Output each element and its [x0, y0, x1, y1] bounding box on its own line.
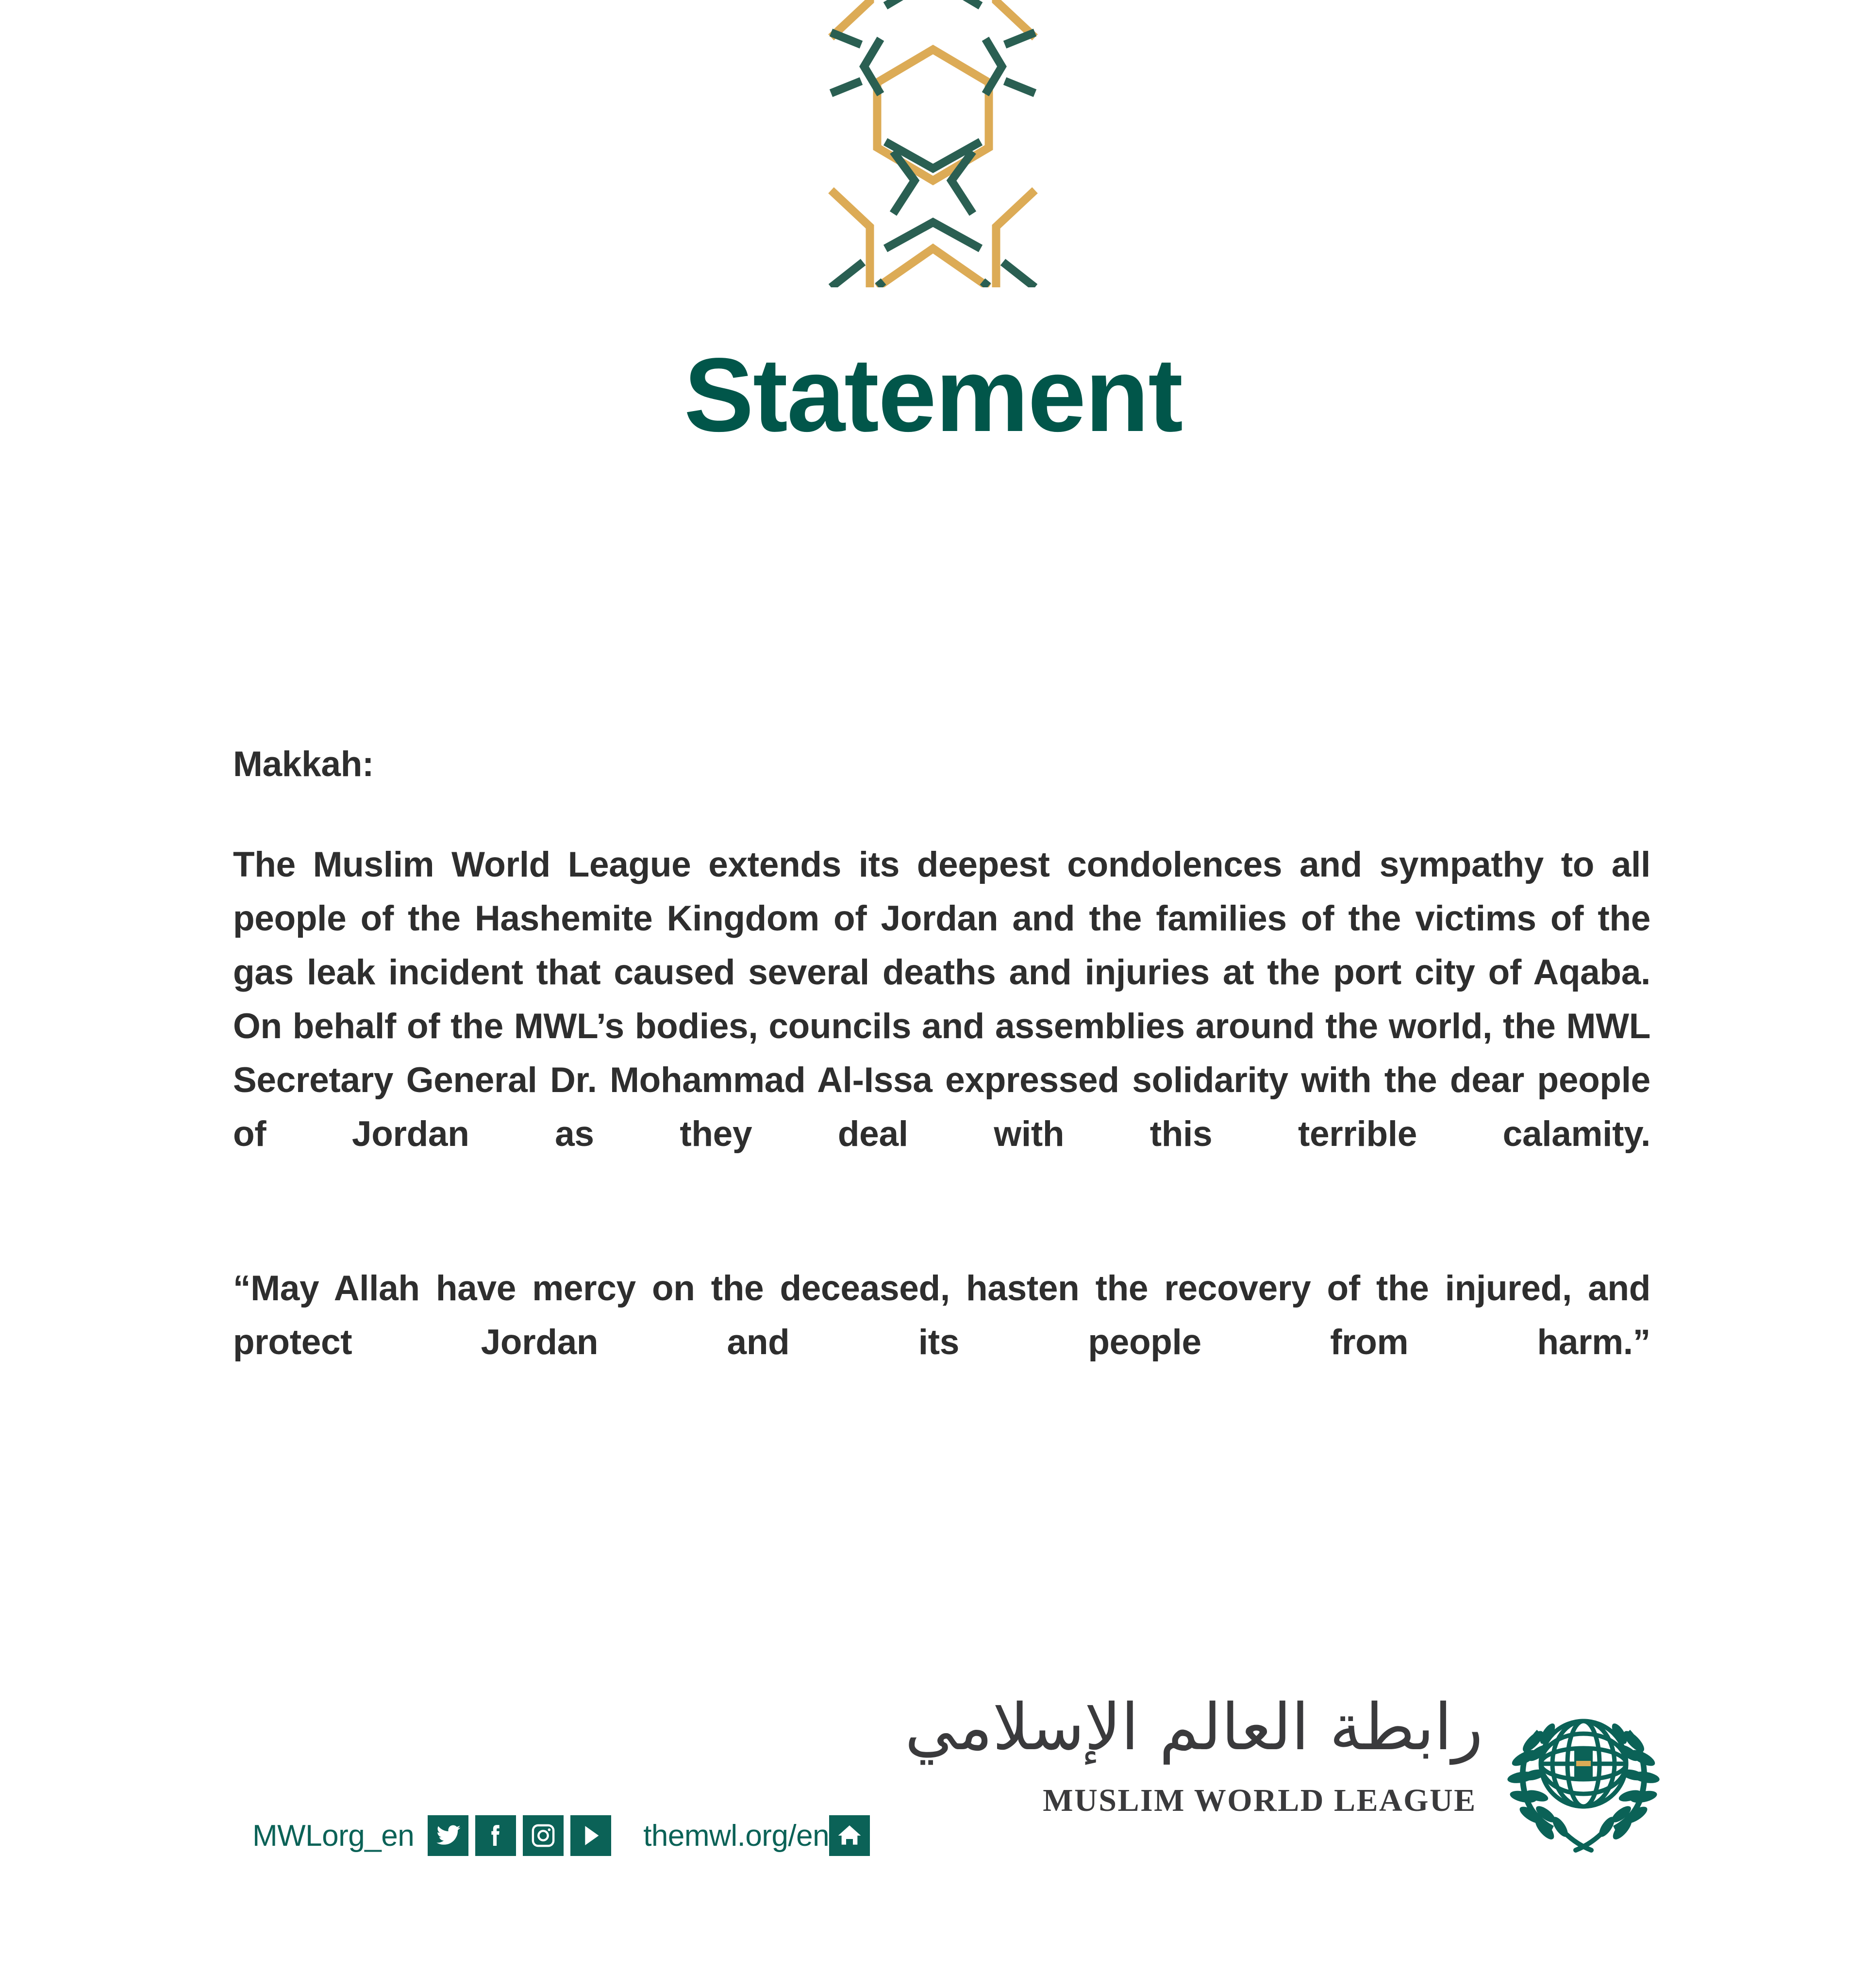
twitter-bird-glyph: [434, 1822, 462, 1849]
facebook-icon[interactable]: [475, 1815, 516, 1856]
statement-paragraph-1: The Muslim World League extends its deepest condolences and sympathy to all people of the Hashemite Kingdom of Jordan and the families of the victims of the gas leak incident that caused several deaths and injuries at the port city of Aqaba. On behalf of the MWL’s bodies, councils and assemblies around the world, the MWL Secretary General Dr. Mohammad Al-Issa expressed solidarity with the dear people of Jordan as they deal with this terrible calamity.: [233, 845, 1650, 1154]
decorative-geometric-ornament: [773, 0, 1093, 287]
mwl-wordmark: [904, 1684, 1483, 1819]
social-handle-label: MWLorg_en: [252, 1819, 415, 1853]
mwl-emblem: [1486, 1675, 1681, 1870]
facebook-f-glyph: [482, 1822, 509, 1849]
social-links-bar: [252, 1815, 870, 1856]
twitter-icon[interactable]: [428, 1815, 468, 1856]
page-title-container: [0, 336, 1866, 453]
page-title: Statement: [683, 336, 1183, 453]
mwl-latin-name: MUSLIM WORLD LEAGUE: [1043, 1783, 1477, 1819]
statement-body: [233, 743, 1650, 1424]
statement-paragraph-2: “May Allah have mercy on the deceased, hasten the recovery of the injured, and protect Jordan and its people from harm.”: [233, 1268, 1650, 1362]
dateline: Makkah:: [233, 745, 374, 784]
home-house-glyph: [836, 1822, 863, 1849]
youtube-play-glyph: [577, 1822, 604, 1849]
home-icon[interactable]: [829, 1815, 870, 1856]
instagram-icon[interactable]: [523, 1815, 564, 1856]
website-label: themwl.org/en: [643, 1819, 830, 1853]
youtube-icon[interactable]: [570, 1815, 611, 1856]
mwl-arabic-name: رابطة العالم الإسلامي: [904, 1690, 1483, 1765]
instagram-camera-glyph: [530, 1822, 557, 1849]
